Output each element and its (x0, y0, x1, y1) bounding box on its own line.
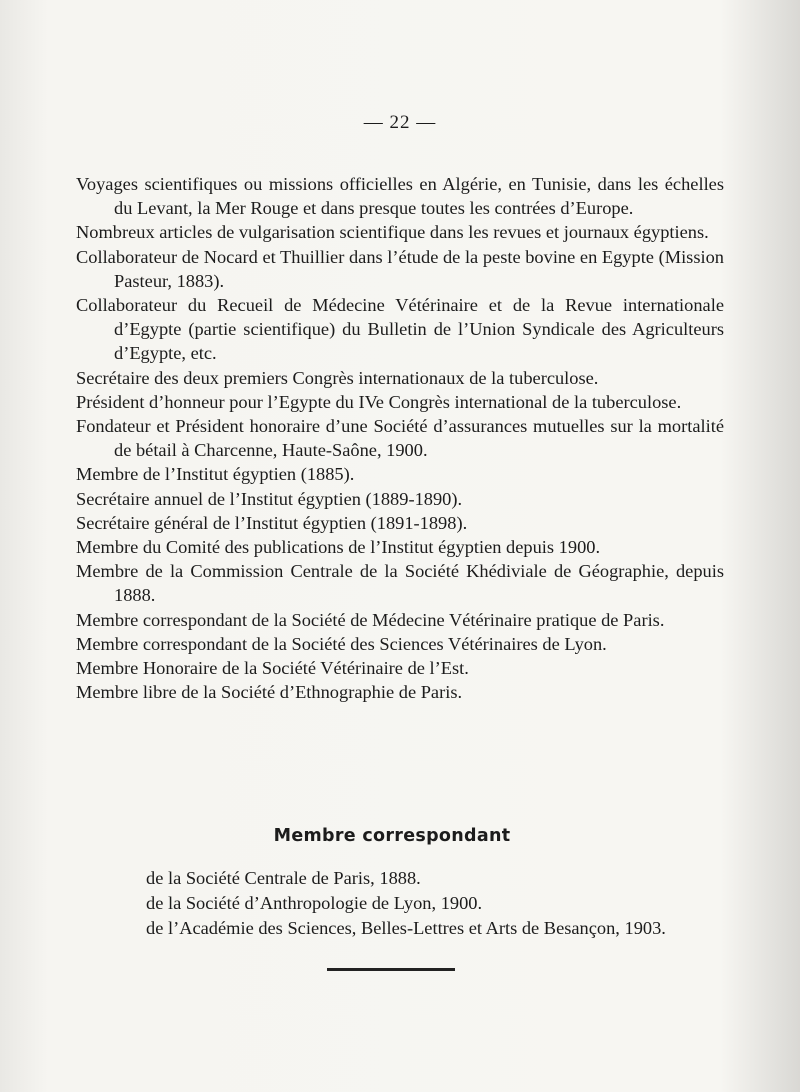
list-item: Collaborateur de Nocard et Thuillier dans l’étude de la peste bovine en Egypte (Mission Pasteur, 1883). (76, 246, 724, 291)
list-item: Secrétaire annuel de l’Institut égyptien (1889-1890). (76, 488, 463, 509)
closing-rule (327, 968, 455, 971)
list-item: de la Société Centrale de Paris, 1888. (146, 868, 421, 888)
list-item: Membre du Comité des publications de l’Institut égyptien depuis 1900. (76, 537, 601, 558)
list-item: Secrétaire général de l’Institut égyptien (1891-1898). (76, 512, 468, 533)
page-number: — 22 — (363, 112, 437, 133)
list-item: de l’Académie des Sciences, Belles-Lettres et Arts de Besançon, 1903. (146, 918, 666, 938)
list-item: Membre correspondant de la Société des Sciences Vétérinaires de Lyon. (76, 633, 607, 654)
list-item: Membre de l’Institut égyptien (1885). (76, 464, 355, 485)
section-title: Membre correspondant (273, 826, 511, 846)
list-item: Nombreux articles de vulgarisation scientifique dans les revues et journaux égyptiens. (76, 222, 709, 243)
list-item: Membre de la Commission Centrale de la Société Khédiviale de Géographie, depuis 1888. (76, 561, 724, 606)
list-item: Secrétaire des deux premiers Congrès internationaux de la tuberculose. (76, 367, 599, 388)
list-item: de la Société d’Anthropologie de Lyon, 1900. (146, 893, 483, 913)
list-item: Fondateur et Président honoraire d’une Société d’assurances mutuelles sur la mortalité de bétail à Charcenne, Haute-Saône, 1900. (76, 416, 724, 461)
list-item: Membre Honoraire de la Société Vétérinaire de l’Est. (76, 658, 469, 679)
list-item: Membre libre de la Société d’Ethnographie de Paris. (76, 682, 463, 703)
list-item: Président d’honneur pour l’Egypte du IVe Congrès international de la tuberculose. (76, 391, 682, 412)
list-item: Collaborateur du Recueil de Médecine Vétérinaire et de la Revue internationale d’Egypte (partie scientifique) du Bulletin de l’Union Syndicale des Agriculteurs d’Egypte, etc. (76, 295, 724, 364)
list-item: Voyages scientifiques ou missions officielles en Algérie, en Tunisie, dans les échelles du Levant, la Mer Rouge et dans presque toutes les contrées d’Europe. (76, 174, 724, 219)
list-item: Membre correspondant de la Société de Médecine Vétérinaire pratique de Paris. (76, 609, 665, 630)
correspondent-list (146, 866, 746, 941)
entry-list (76, 172, 724, 704)
